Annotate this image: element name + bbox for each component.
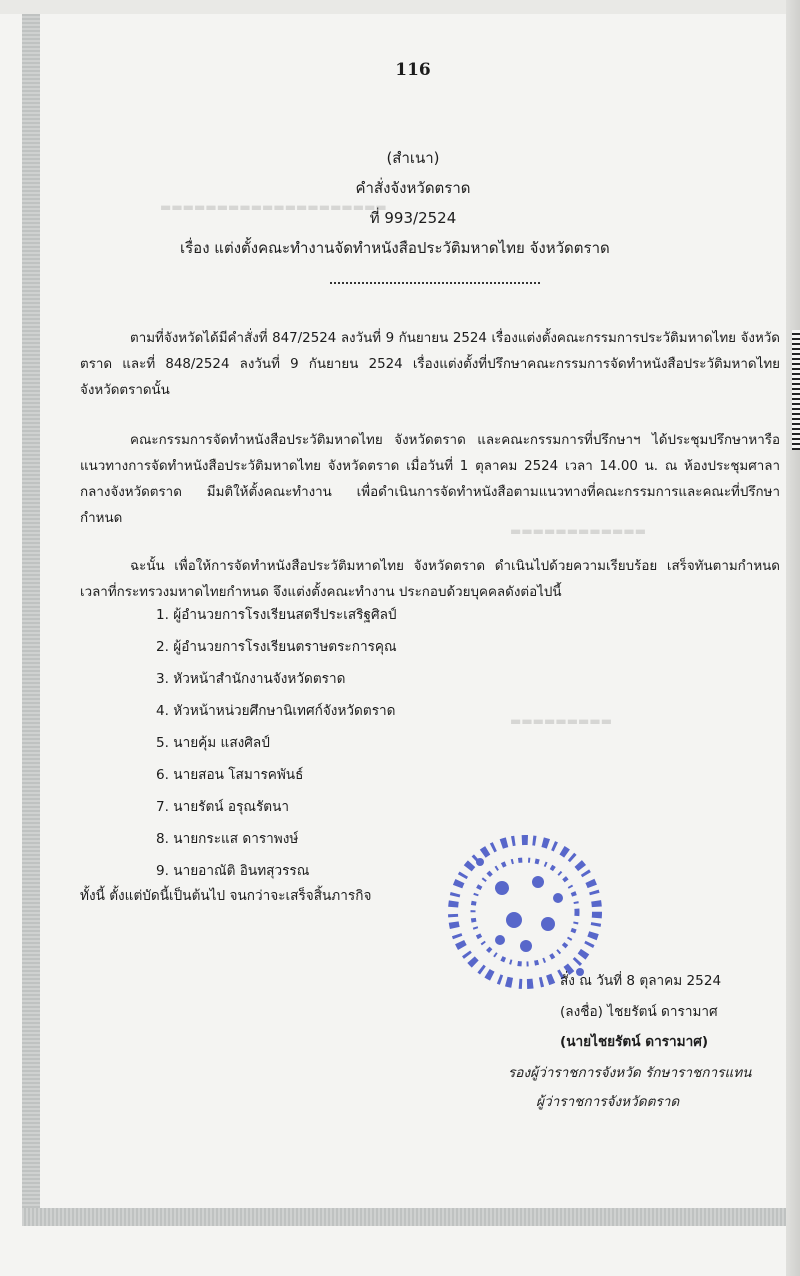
page-border-bottom [22,1208,800,1226]
list-item: 2. ผู้อำนวยการโรงเรียนตราษตระการคุณ [156,639,397,655]
list-item: 8. นายกระแส ดาราพงษ์ [156,831,299,847]
closing-line: ทั้งนี้ ตั้งแต่บัดนี้เป็นต้นไป จนกว่าจะเสร็จสิ้นภารกิจ [80,888,372,904]
copy-label: (สำเนา) [386,149,440,167]
paragraph-3: ฉะนั้น เพื่อให้การจัดทำหนังสือประวัติมหาดไทย จังหวัดตราด ดำเนินไปด้วยความเรียบร้อย เสร็จทันตามกำหนดเวลาที่กระทรวงมหาดไทยกำหนด จึงแต่งตั้งคณะทำงาน ประกอบด้วยบุคคลดังต่อไปนี้ [80,559,780,600]
order-subject: เรื่อง แต่งตั้งคณะทำงานจัดทำหนังสือประวัติมหาดไทย จังหวัดตราด [180,239,610,257]
list-item: 7. นายรัตน์ อรุณรัตนา [156,799,290,815]
order-title: คำสั่งจังหวัดตราด [355,179,471,197]
list-item: 5. นายคุ้ม แสงศิลป์ [156,735,270,751]
list-item: 3. หัวหน้าสำนักงานจังหวัดตราด [156,671,346,687]
signer-office: ผู้ว่าราชการจังหวัดตราด [536,1094,680,1110]
page-right-edge [786,0,800,1276]
order-number: ที่ 993/2524 [369,209,457,227]
signer-position: รองผู้ว่าราชการจังหวัด รักษาราชการแทน [508,1065,752,1081]
dotted-divider [330,282,540,284]
edge-barcode-mark [792,330,800,450]
signed-line: (ลงชื่อ) ไชยรัตน์ ดารามาศ [560,1004,718,1020]
scan-top-edge [0,0,800,14]
order-date: สั่ง ณ วันที่ 8 ตุลาคม 2524 [560,973,722,989]
document-page [40,14,786,1208]
member-list [156,599,397,887]
list-item: 6. นายสอน โสมารคพันธ์ [156,767,304,783]
show-through-text: ▬▬▬▬▬▬▬▬▬▬▬▬▬▬▬▬▬▬▬▬ [160,200,387,214]
paragraph-1: ตามที่จังหวัดได้มีคำสั่งที่ 847/2524 ลงวันที่ 9 กันยายน 2524 เรื่องแต่งตั้งคณะกรรมการประวัติมหาดไทย จังหวัดตราด และที่ 848/2524 ลงวันที่ 9 กันยายน 2524 เรื่องแต่งตั้งที่ปรึกษาคณะกรรมการจัดทำหนังสือประวัติมหาดไทย จังหวัดตราดนั้น [80,331,780,398]
list-item: 9. นายอาณัติ อินทสุวรรณ [156,863,310,879]
show-through-text: ▬▬▬▬▬▬▬▬▬▬▬▬ [510,524,647,538]
page-border-left [22,14,40,1214]
list-item: 1. ผู้อำนวยการโรงเรียนสตรีประเสริฐศิลป์ [156,607,397,623]
signer-name: (นายไชยรัตน์ ดารามาศ) [560,1034,709,1050]
list-item: 4. หัวหน้าหน่วยศึกษานิเทศก์จังหวัดตราด [156,703,396,719]
paragraph-2: คณะกรรมการจัดทำหนังสือประวัติมหาดไทย จังหวัดตราด และคณะกรรมการที่ปรึกษาฯ ได้ประชุมปรึกษาหารือแนวทางการจัดทำหนังสือประวัติมหาดไทย จังหวัดตราด เมื่อวันที่ 1 ตุลาคม 2524 เวลา 14.00 น. ณ ห้องประชุมศาลากลางจังหวัดตราด มีมติให้ตั้งคณะทำงาน เพื่อดำเนินการจัดทำหนังสือตามแนวทางที่คณะกรรมการและคณะที่ปรึกษากำหนด [80,433,780,526]
show-through-text: ▬▬▬▬▬▬▬▬▬ [510,714,613,728]
page-number: 116 [395,60,431,80]
